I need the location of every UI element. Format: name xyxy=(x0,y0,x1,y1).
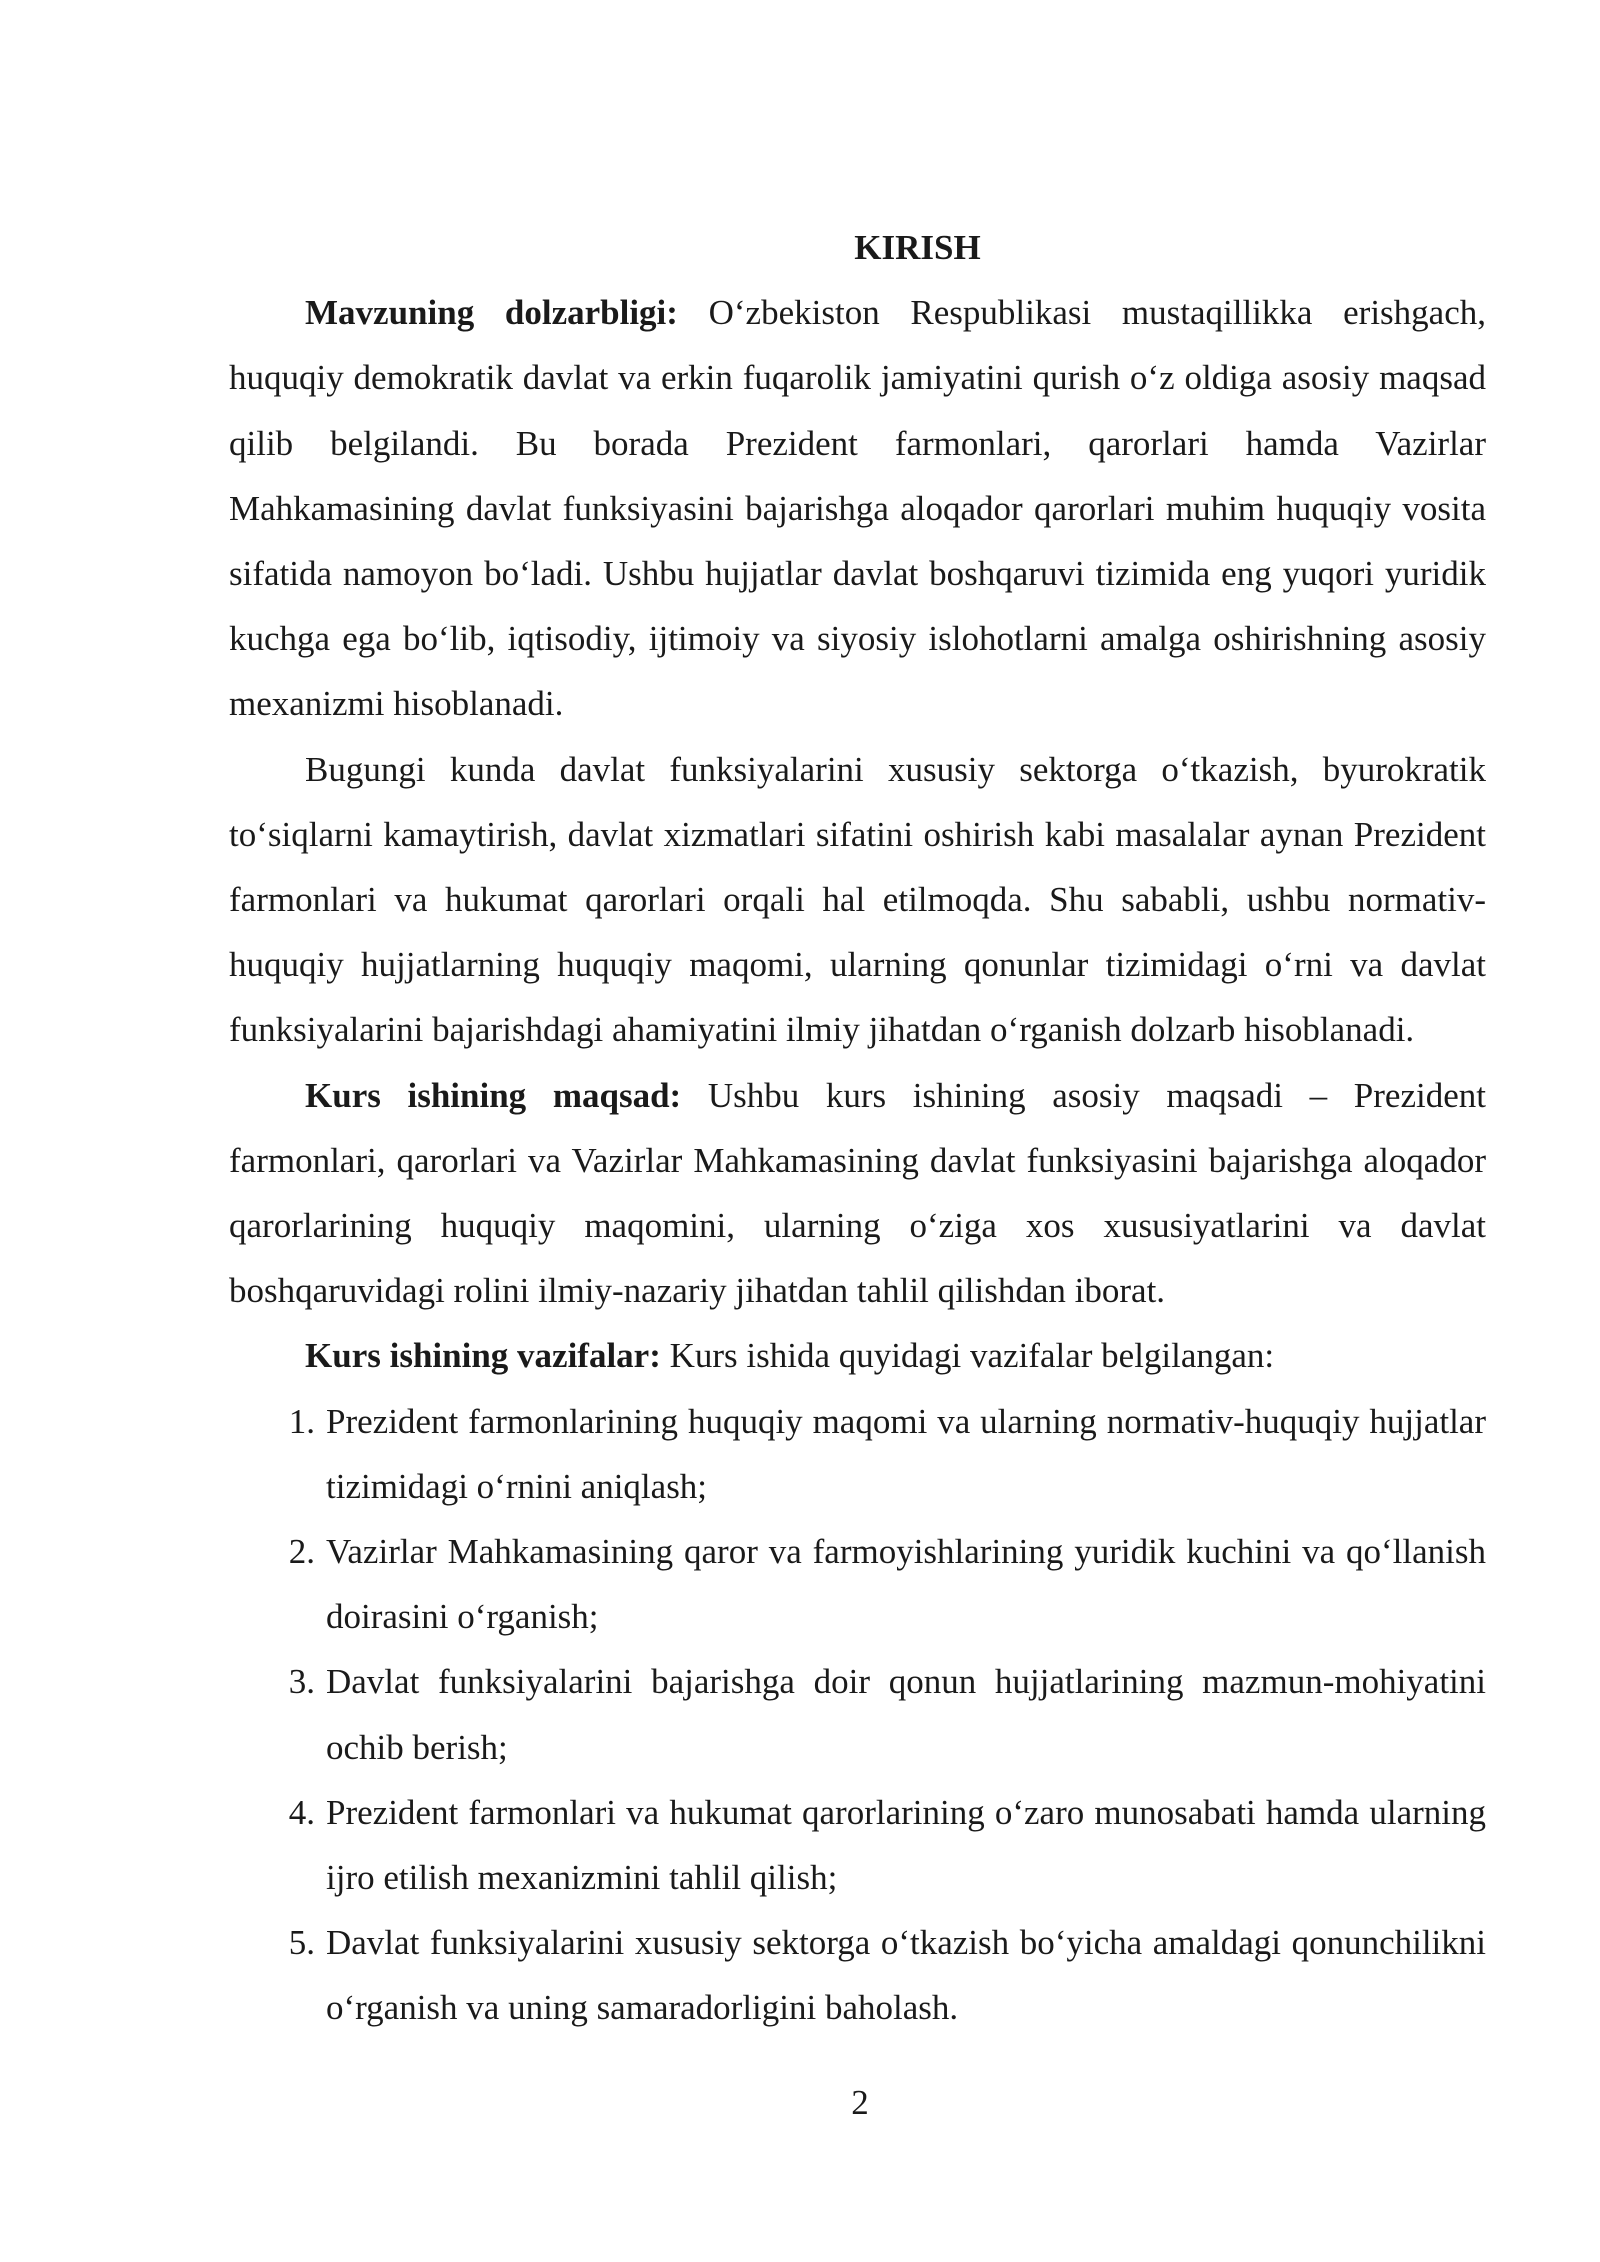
relevance-paragraph xyxy=(229,280,1486,736)
document-page xyxy=(229,215,1486,2041)
tasks-label: Kurs ishining vazifalar: xyxy=(305,1336,661,1376)
relevance-text: O‘zbekiston Respublikasi mustaqillikka erishgach, huquqiy demokratik davlat va erkin fuqarolik jamiyatini qurish o‘z oldiga asosiy maqsad qilib belgilandi. Bu borada Prezident farmonlari, qarorlari hamda Vazirlar Mahkamasining davlat funksiyasini bajarishga aloqador qarorlari muhim huquqiy vosita sifatida namoyon bo‘ladi. Ushbu hujjatlar davlat boshqaruvi tizimida eng yuqori yuridik kuchga ega bo‘lib, iqtisodiy, ijtimoiy va siyosiy islohotlarni amalga oshirishning asosiy mexanizmi hisoblanadi. xyxy=(229,293,1486,724)
list-item-number: 5. xyxy=(288,1923,315,1963)
list-item xyxy=(229,1519,1486,1649)
list-item-text: Prezident farmonlari va hukumat qarorlarining o‘zaro munosabati hamda ularning ijro etilish mexanizmini tahlil qilish; xyxy=(326,1792,1486,1898)
tasks-intro-text: Kurs ishida quyidagi vazifalar belgilangan: xyxy=(660,1336,1275,1376)
list-item-number: 3. xyxy=(288,1662,315,1702)
list-item-number: 4. xyxy=(288,1792,315,1832)
list-item xyxy=(229,1780,1486,1910)
tasks-intro-paragraph xyxy=(229,1323,1486,1388)
list-item-text: Prezident farmonlarining huquqiy maqomi va ularning normativ-huquqiy hujjatlar tizimidagi o‘rnini aniqlash; xyxy=(326,1401,1486,1506)
context-paragraph xyxy=(229,737,1486,1063)
goal-text: Ushbu kurs ishining asosiy maqsadi – Prezident farmonlari, qarorlari va Vazirlar Mahkamasining davlat funksiyasini bajarishga aloqador qarorlarining huquqiy maqomini, ularning o‘ziga xos xususiyatlarini va davlat boshqaruvidagi rolini ilmiy-nazariy jihatdan tahlil qilishdan iborat. xyxy=(229,1075,1486,1311)
list-item-number: 1. xyxy=(288,1401,315,1441)
list-item xyxy=(229,1389,1486,1519)
list-item-text: Davlat funksiyalarini xususiy sektorga o‘tkazish bo‘yicha amaldagi qonunchilikni o‘rganish va uning samaradorligini baholash. xyxy=(326,1923,1486,2028)
page-number: 2 xyxy=(851,2083,869,2122)
list-item xyxy=(229,1910,1486,2040)
tasks-list xyxy=(229,1389,1486,2041)
context-text: Bugungi kunda davlat funksiyalarini xususiy sektorga o‘tkazish, byurokratik to‘siqlarni kamaytirish, davlat xizmatlari sifatini oshirish kabi masalalar aynan Prezident farmonlari va hukumat qarorlari orqali hal etilmoqda. Shu sababli, ushbu normativ-huquqiy hujjatlarning huquqiy maqomi, ularning qonunlar tizimidagi o‘rni va davlat funksiyalarini bajarishdagi ahamiyatini ilmiy jihatdan o‘rganish dolzarb hisoblanadi. xyxy=(229,749,1486,1050)
list-item xyxy=(229,1649,1486,1779)
goal-paragraph xyxy=(229,1063,1486,1324)
relevance-label: Mavzuning dolzarbligi: xyxy=(305,293,678,333)
goal-label: Kurs ishining maqsad: xyxy=(305,1075,682,1115)
list-item-number: 2. xyxy=(288,1532,315,1572)
page-title: KIRISH xyxy=(854,228,981,267)
list-item-text: Davlat funksiyalarini bajarishga doir qonun hujjatlarining mazmun-mohiyatini ochib berish; xyxy=(326,1662,1486,1767)
list-item-text: Vazirlar Mahkamasining qaror va farmoyishlarining yuridik kuchini va qo‘llanish doirasini o‘rganish; xyxy=(326,1532,1486,1637)
